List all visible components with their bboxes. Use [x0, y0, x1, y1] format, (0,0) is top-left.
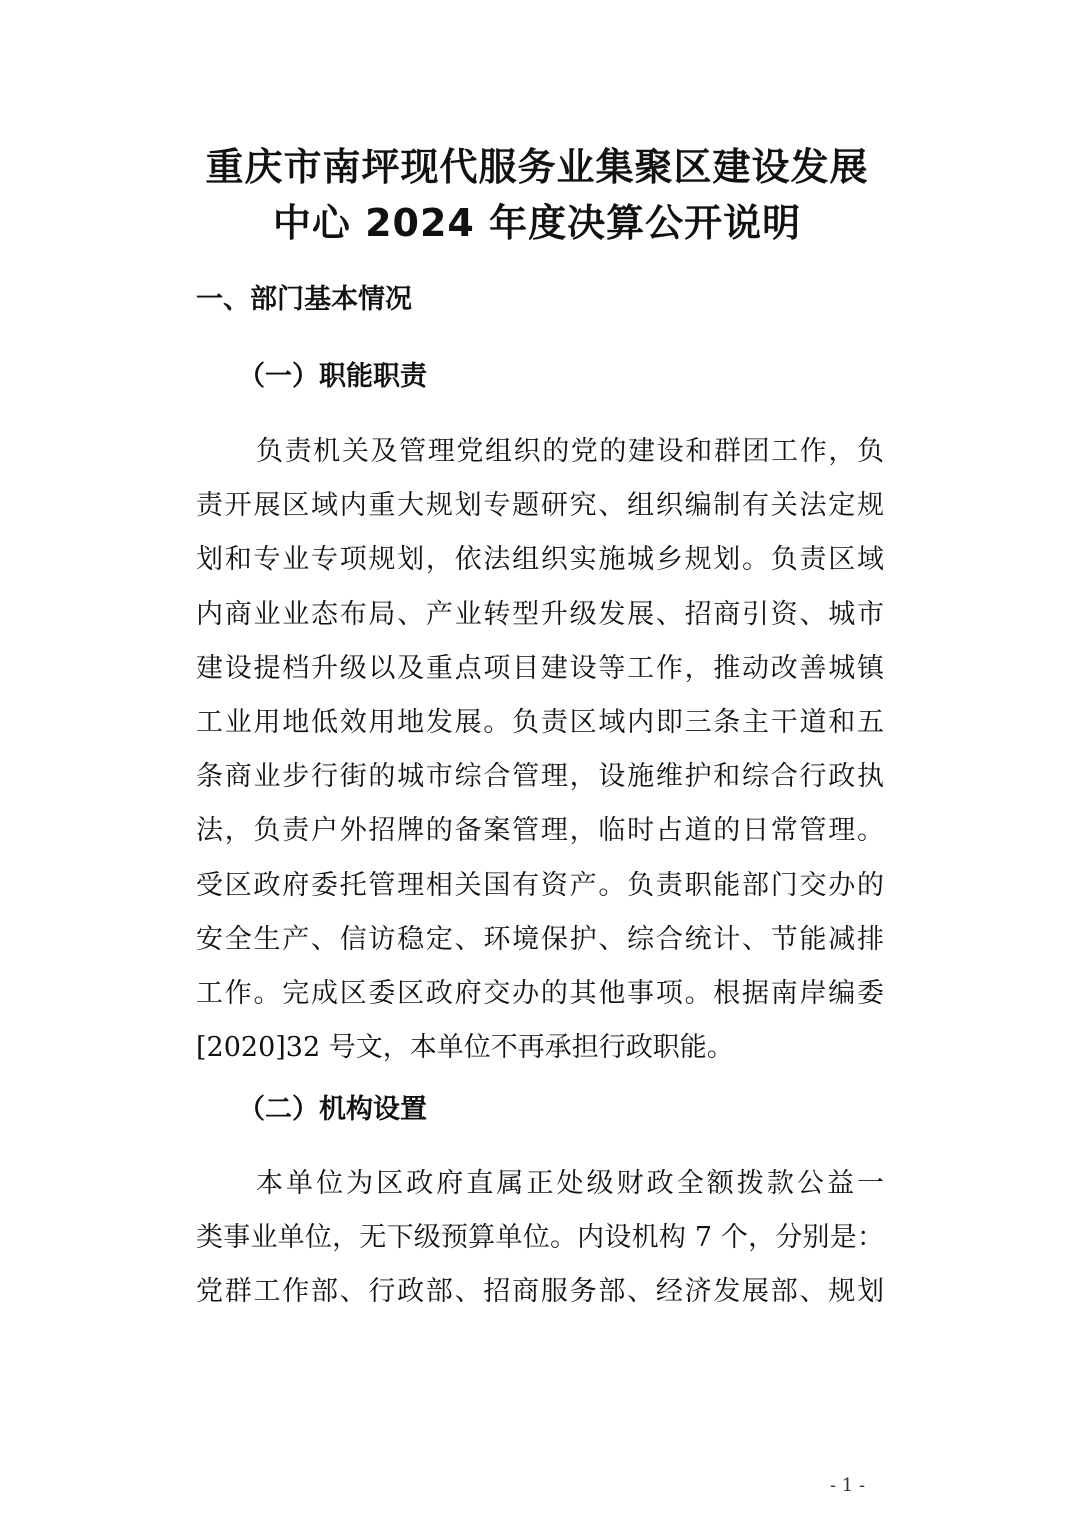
- paragraph-line: 党群工作部、行政部、招商服务部、经济发展部、规划: [196, 1276, 884, 1308]
- paragraph-line: 负责机关及管理党组织的党的建设和群团工作，负: [256, 436, 884, 467]
- subsection-heading-organization: （二）机构设置: [238, 1094, 427, 1125]
- paragraph-line: [2020]32 号文，本单位不再承担行政职能。: [196, 1032, 734, 1064]
- page-number: - 1 -: [830, 1475, 866, 1496]
- paragraph-line: 受区政府委托管理相关国有资产。负责职能部门交办的: [196, 869, 884, 901]
- section-heading-basic-info: 一、部门基本情况: [196, 284, 412, 315]
- paragraph-line: 划和专业专项规划，依法组织实施城乡规划。负责区域: [196, 544, 884, 576]
- paragraph-functions: [196, 425, 884, 1075]
- paragraph-line: 法，负责户外招牌的备案管理，临时占道的日常管理。: [196, 815, 884, 847]
- paragraph-line: 安全生产、信访稳定、环境保护、综合统计、节能减排: [196, 923, 884, 955]
- paragraph-line: 工业用地低效用地发展。负责区域内即三条主干道和五: [196, 706, 884, 738]
- paragraph-organization: [196, 1157, 884, 1320]
- paragraph-line: 本单位为区政府直属正处级财政全额拨款公益一: [256, 1168, 884, 1199]
- paragraph-line: 建设提档升级以及重点项目建设等工作，推动改善城镇: [196, 652, 884, 684]
- paragraph-line: 类事业单位，无下级预算单位。内设机构 7 个，分别是：: [196, 1222, 884, 1254]
- paragraph-line: 责开展区域内重大规划专题研究、组织编制有关法定规: [196, 490, 884, 522]
- document-title-line-1: 重庆市南坪现代服务业集聚区建设发展: [205, 145, 869, 189]
- paragraph-line: 内商业业态布局、产业转型升级发展、招商引资、城市: [196, 598, 884, 630]
- subsection-heading-functions: （一）职能职责: [238, 361, 427, 392]
- paragraph-line: 条商业步行街的城市综合管理，设施维护和综合行政执: [196, 761, 884, 793]
- document-title-line-2: 中心 2024 年度决算公开说明: [272, 201, 802, 245]
- paragraph-line: 工作。完成区委区政府交办的其他事项。根据南岸编委: [196, 977, 884, 1009]
